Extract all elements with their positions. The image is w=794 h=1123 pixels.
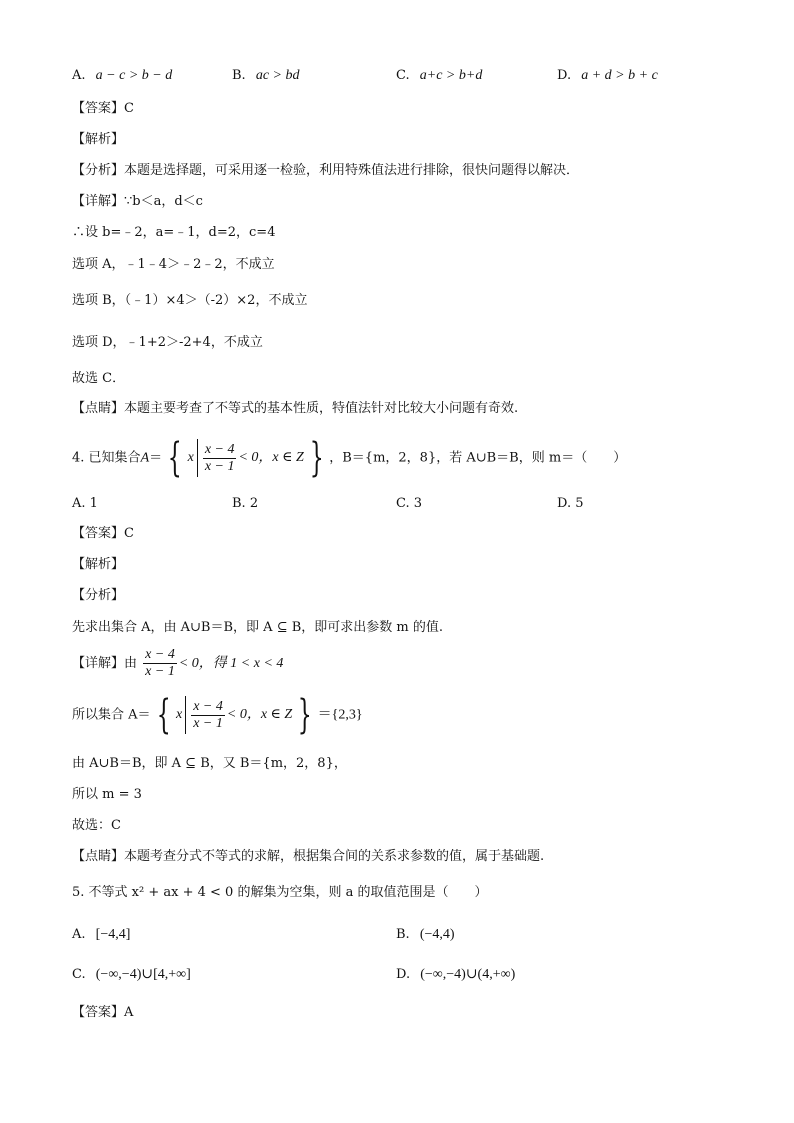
detail-tag: 【详解】 xyxy=(72,656,125,671)
option-label: C. xyxy=(72,967,86,982)
answer-value: C xyxy=(124,526,134,541)
option-label: A. xyxy=(72,68,86,83)
comment-tag: 【点睛】 xyxy=(72,849,125,864)
q3-detail-line xyxy=(72,193,203,211)
analysis-tag: 【解析】 xyxy=(72,132,125,147)
q3-option-a-check: 选项 A，﹣1﹣4＞﹣2﹣2，不成立 xyxy=(72,257,275,272)
q4-option-d: D. 5 xyxy=(557,496,584,511)
q3-fenxi-line xyxy=(72,162,579,180)
set-builder: { x $\frac{x - 4}{x - 1}$ < 0，x ∈ Z } xyxy=(167,435,324,481)
fraction xyxy=(191,699,225,732)
prev-option-d xyxy=(557,67,658,85)
q5-option-d xyxy=(396,966,515,984)
option-expr: [−4,4] xyxy=(95,927,131,942)
detail-tag: 【详解】 xyxy=(72,194,125,209)
option-expr: a + d > b + c xyxy=(581,68,658,83)
answer-value: A xyxy=(124,1005,134,1020)
fenxi-tag: 【分析】 xyxy=(72,163,125,178)
q4-comment-line xyxy=(72,848,544,866)
option-expr: (−∞,−4)∪[4,+∞] xyxy=(95,967,191,982)
frac-den: x − 1 xyxy=(204,458,235,474)
stem-rest: ，B＝{m，2，8}，若 A∪B＝B，则 m＝（ ） xyxy=(329,450,627,466)
q5-option-c xyxy=(72,966,191,984)
option-expr: a − c > b − d xyxy=(95,68,173,83)
prev-option-c xyxy=(396,67,482,85)
set-line-prefix: 所以集合 A＝ xyxy=(72,707,151,723)
answer-value: C xyxy=(124,101,134,116)
q3-option-b-check: 选项 B，（﹣1）×4＞（-2）×2，不成立 xyxy=(72,293,308,308)
stem-prefix: 已知集合 xyxy=(88,450,141,466)
q4-answer-line xyxy=(72,525,134,543)
q5-option-a xyxy=(72,926,130,944)
detail-cond: < 0，得 1 < x < 4 xyxy=(178,656,284,671)
q4-set-line xyxy=(72,693,363,738)
q3-answer-line xyxy=(72,100,134,118)
option-label: B. xyxy=(232,68,246,83)
q3-conclusion: 故选 C． xyxy=(72,371,126,386)
option-expr: a+c > b+d xyxy=(419,68,483,83)
option-label: D. xyxy=(396,967,411,982)
question-number: 5. xyxy=(72,885,85,900)
q3-comment-line xyxy=(72,400,518,418)
frac-num: x − 4 xyxy=(204,441,235,457)
q3-analysis-tag xyxy=(72,131,124,149)
q4-stem: 4. 已知集合A＝ { x $\frac{x - 4}{x - 1}$ < 0，x ∈ Z } ，B＝{m，2，8}，若 A∪B＝B，则 m＝（ ） xyxy=(72,435,627,481)
q3-set-line: ∴设 b=﹣2，a=﹣1，d=2，c=4 xyxy=(72,225,276,240)
option-label: C. xyxy=(396,68,410,83)
fraction xyxy=(203,442,237,475)
set-name: A xyxy=(140,450,150,466)
comment-text: 本题考查分式不等式的求解，根据集合间的关系求参数的值，属于基础题. xyxy=(124,849,545,864)
detail-prefix: 由 xyxy=(124,656,138,671)
q4-conclusion: 故选：C xyxy=(72,818,121,833)
q4-m-line: 所以 m = 3 xyxy=(72,787,142,802)
q4-subset-line: 由 A∪B＝B，即 A ⊆ B，又 B＝{m，2，8}， xyxy=(72,756,347,771)
comment-tag: 【点睛】 xyxy=(72,401,125,416)
q4-option-c: C. 3 xyxy=(396,496,423,511)
set-cond: < 0，x ∈ Z xyxy=(226,707,293,722)
fenxi-text: 本题是选择题，可采用逐一检验，利用特殊值法进行排除，很快问题得以解决． xyxy=(124,163,580,178)
prev-option-b xyxy=(232,67,300,85)
q4-detail-line xyxy=(72,645,283,683)
option-expr: (−∞,−4)∪(4,+∞) xyxy=(420,967,516,982)
frac-den: x − 1 xyxy=(193,715,223,731)
q5-option-b xyxy=(396,926,455,944)
option-expr: (−4,4) xyxy=(419,927,455,942)
q4-analysis-tag: 【解析】 xyxy=(72,557,125,572)
answer-tag: 【答案】 xyxy=(72,101,125,116)
set-var: x xyxy=(187,450,194,465)
detail-text: ∵b＜a，d＜c xyxy=(124,194,203,209)
question-number: 4. xyxy=(72,450,85,466)
set-result: ＝{2,3} xyxy=(317,707,363,723)
option-label: A. xyxy=(72,927,86,942)
set-cond: < 0，x ∈ Z xyxy=(238,450,304,465)
option-label: B. xyxy=(396,927,410,942)
set-builder: { x $\frac{x - 4}{x - 1}$ < 0，x ∈ Z } xyxy=(156,692,312,738)
q4-option-b: B. 2 xyxy=(232,496,259,511)
stem-text: 不等式 x² + ax + 4 < 0 的解集为空集，则 a 的取值范围是（ ） xyxy=(88,885,488,900)
q5-stem xyxy=(72,884,487,902)
frac-num: x − 4 xyxy=(145,647,175,662)
q3-option-d-check: 选项 D，﹣1+2＞-2+4，不成立 xyxy=(72,335,263,350)
prev-option-a xyxy=(72,67,172,85)
set-var: x xyxy=(175,707,183,722)
frac-den: x − 1 xyxy=(145,664,175,679)
answer-tag: 【答案】 xyxy=(72,1005,125,1020)
option-label: D. xyxy=(557,68,572,83)
frac-num: x − 4 xyxy=(193,698,223,714)
comment-text: 本题主要考查了不等式的基本性质，特值法针对比较大小问题有奇效. xyxy=(124,401,519,416)
q4-fenxi-text: 先求出集合 A，由 A∪B＝B，即 A ⊆ B，即可求出参数 m 的值. xyxy=(72,620,443,635)
q4-option-a: A. 1 xyxy=(72,496,98,511)
answer-tag: 【答案】 xyxy=(72,526,125,541)
q5-answer-line xyxy=(72,1004,133,1022)
fraction xyxy=(143,647,177,680)
q4-fenxi-tag: 【分析】 xyxy=(72,588,125,603)
option-expr: ac > bd xyxy=(255,68,300,83)
